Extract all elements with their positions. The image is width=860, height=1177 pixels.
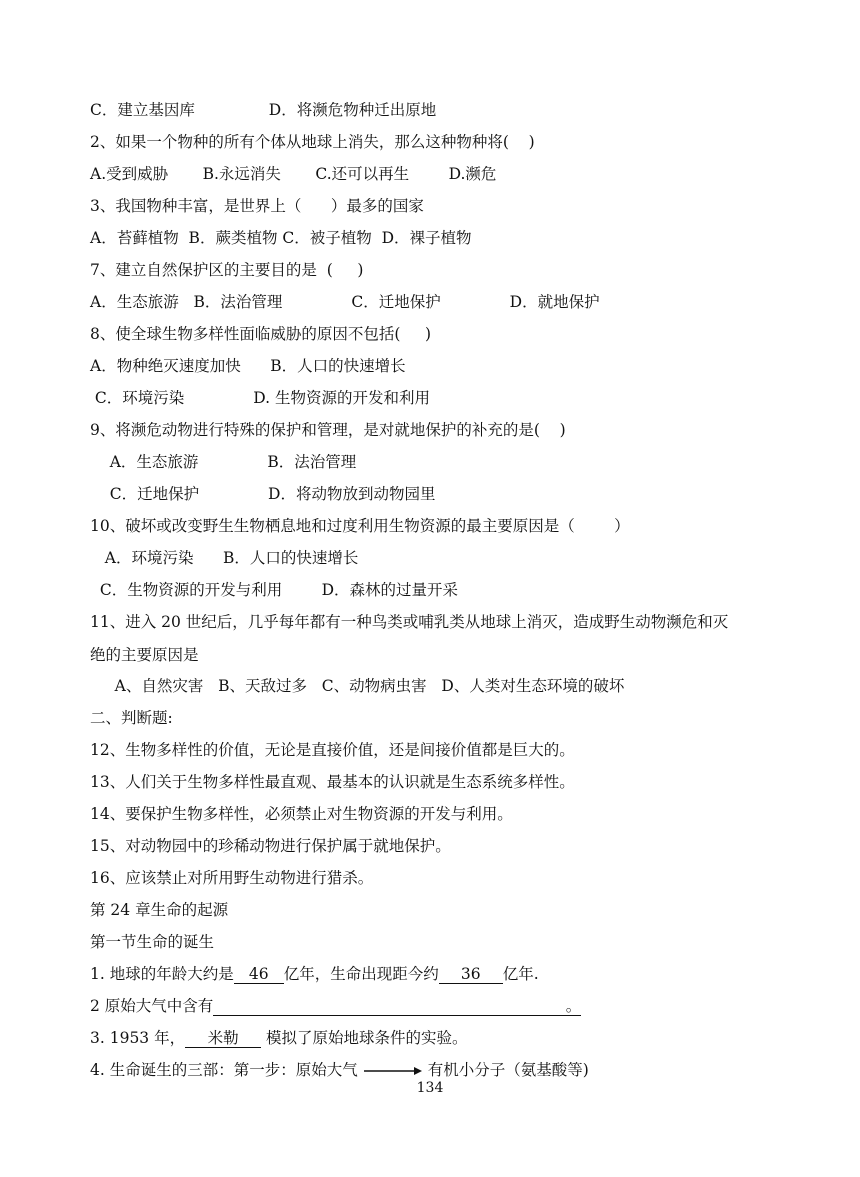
blank-answer: 36: [439, 965, 503, 984]
question-line: 10、破坏或改变野生生物栖息地和过度利用生物资源的最主要原因是（ ）: [90, 517, 630, 535]
fill-line-4: 4. 生命诞生的三部：第一步：原始大气 有机小分子（氨基酸等): [90, 1061, 589, 1079]
option-line: A．生态旅游 B．法治管理 C．迁地保护 D．就地保护: [90, 293, 600, 311]
section-heading: 二、判断题:: [90, 709, 173, 727]
page-number: 134: [416, 1080, 444, 1096]
option-line: A．苔藓植物 B．蕨类植物 C．被子植物 D．裸子植物: [90, 229, 472, 247]
option-line: C．迁地保护 D．将动物放到动物园里: [90, 485, 436, 503]
fill-line-1: 1. 地球的年龄大约是 46 亿年，生命出现距今约 36 亿年.: [90, 965, 539, 983]
question-line: 绝的主要原因是: [90, 646, 199, 664]
statement-line: 15、对动物园中的珍稀动物进行保护属于就地保护。: [90, 837, 451, 855]
question-line: 2、如果一个物种的所有个体从地球上消失，那么这种物种将( ): [90, 133, 535, 151]
blank-answer: 46: [234, 965, 284, 984]
statement-line: 12、生物多样性的价值，无论是直接价值，还是间接价值都是巨大的。: [90, 741, 575, 759]
option-line: A．环境污染 B．人口的快速增长: [90, 549, 359, 567]
statement-line: 16、应该禁止对所用野生动物进行猎杀。: [90, 869, 374, 887]
option-line: C．生物资源的开发与利用 D．森林的过量开采: [90, 581, 459, 599]
blank-answer: 。: [213, 997, 581, 1016]
statement-line: 14、要保护生物多样性，必须禁止对生物资源的开发与利用。: [90, 805, 513, 823]
fill-line-2: 2 原始大气中含有 。: [90, 997, 582, 1015]
question-line: 8、使全球生物多样性面临威胁的原因不包括( ): [90, 325, 432, 343]
chapter-title: 第 24 章生命的起源: [90, 901, 229, 919]
statement-line: 13、人们关于生物多样性最直观、最基本的认识就是生态系统多样性。: [90, 773, 575, 791]
question-line: 9、将濒危动物进行特殊的保护和管理，是对就地保护的补充的是( ): [90, 421, 566, 439]
blank-answer: 米勒: [185, 1029, 261, 1048]
option-line: C．环境污染 D. 生物资源的开发和利用: [90, 389, 430, 407]
fill-line-3: 3. 1953 年， 米勒 模拟了原始地球条件的实验。: [90, 1029, 468, 1047]
section-title: 第一节生命的诞生: [90, 933, 215, 951]
option-line: A、自然灾害 B、天敌过多 C、动物病虫害 D、人类对生态环境的破坏: [90, 677, 625, 695]
question-line: 7、建立自然保护区的主要目的是 ( ): [90, 261, 364, 279]
text-line: C．建立基因库 D．将濒危物种迁出原地: [90, 101, 437, 119]
option-line: A.受到威胁 B.永远消失 C.还可以再生 D.濒危: [90, 165, 497, 183]
question-line: 3、我国物种丰富，是世界上（ ）最多的国家: [90, 197, 424, 215]
arrow-right-icon: [364, 1061, 422, 1081]
question-line: 11、进入 20 世纪后，几乎每年都有一种鸟类或哺乳类从地球上消灭，造成野生动物濒危和灭: [90, 613, 729, 631]
option-line: A．生态旅游 B．法治管理: [90, 453, 357, 471]
option-line: A．物种绝灭速度加快 B．人口的快速增长: [90, 357, 406, 375]
